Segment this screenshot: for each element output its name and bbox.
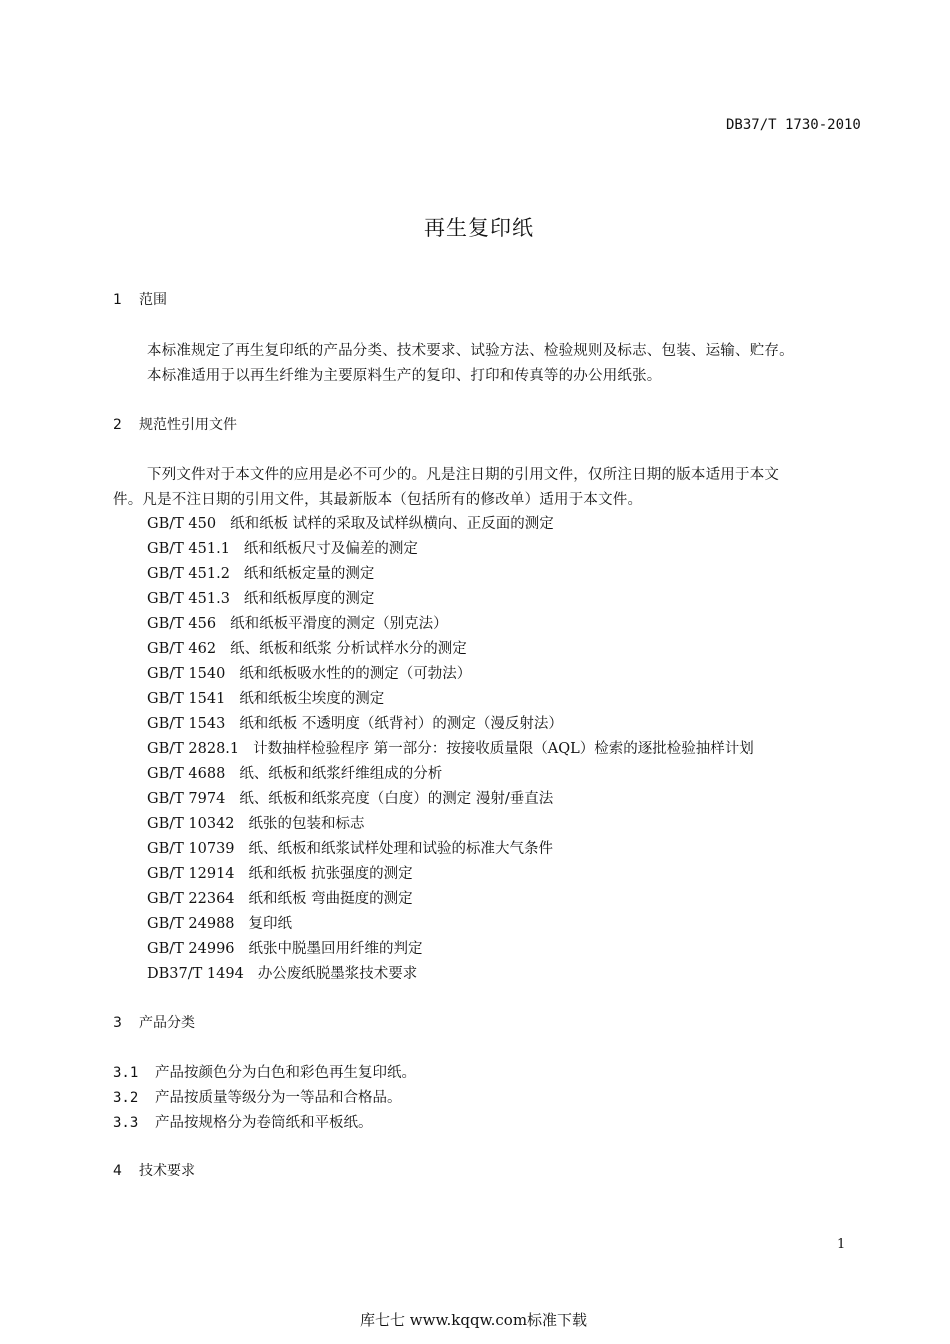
- section-heading-4: [113, 1160, 195, 1180]
- section-number: 1: [113, 292, 122, 308]
- reference-code: GB/T 4688: [147, 766, 226, 782]
- section-number: 4: [113, 1163, 122, 1179]
- section-title: 规范性引用文件: [139, 417, 237, 433]
- reference-code: GB/T 10342: [147, 816, 235, 832]
- reference-title: 纸和纸板 抗张强度的测定: [248, 866, 413, 882]
- reference-item: [147, 937, 423, 958]
- reference-title: 纸和纸板 不透明度（纸背衬）的测定（漫反射法）: [239, 716, 563, 732]
- clause-text: 产品按颜色分为白色和彩色再生复印纸。: [155, 1065, 416, 1081]
- reference-item: [147, 687, 384, 708]
- section-title: 范围: [139, 292, 167, 308]
- reference-item: [147, 812, 365, 833]
- reference-code: GB/T 1541: [147, 691, 226, 707]
- reference-item: [147, 537, 418, 558]
- reference-item: [147, 612, 448, 633]
- reference-title: 纸和纸板平滑度的测定（别克法）: [230, 616, 448, 632]
- reference-title: 纸、纸板和纸浆纤维组成的分析: [239, 766, 443, 782]
- reference-title: 纸、纸板和纸浆亮度（白度）的测定 漫射/垂直法: [239, 791, 554, 807]
- reference-title: 纸张中脱墨回用纤维的判定: [248, 941, 423, 957]
- reference-item: [147, 637, 467, 658]
- clause-item: [113, 1111, 373, 1132]
- clause-item: [113, 1061, 416, 1082]
- reference-item: [147, 762, 442, 783]
- reference-title: 计数抽样检验程序 第一部分：按接收质量限（AQL）检索的逐批检验抽样计划: [253, 741, 754, 757]
- reference-code: GB/T 456: [147, 616, 217, 632]
- reference-title: 纸和纸板尘埃度的测定: [239, 691, 385, 707]
- scope-paragraph-2: 本标准适用于以再生纤维为主要原料生产的复印、打印和传真等的办公用纸张。: [147, 368, 662, 384]
- reference-code: DB37/T 1494: [147, 966, 244, 982]
- reference-code: GB/T 12914: [147, 866, 235, 882]
- reference-item: [147, 912, 292, 933]
- reference-item: [147, 787, 553, 808]
- reference-item: [147, 887, 413, 908]
- reference-title: 纸和纸板吸水性的的测定（可勃法）: [239, 666, 472, 682]
- reference-item: [147, 587, 374, 608]
- reference-code: GB/T 451.2: [147, 566, 230, 582]
- reference-item: [147, 737, 754, 758]
- clause-number: 3.3: [113, 1115, 139, 1131]
- clause-number: 3.2: [113, 1090, 139, 1106]
- section-title: 技术要求: [139, 1163, 195, 1179]
- section-number: 2: [113, 417, 122, 433]
- reference-title: 纸、纸板和纸浆 分析试样水分的测定: [230, 641, 467, 657]
- reference-code: GB/T 24988: [147, 916, 235, 932]
- reference-code: GB/T 1543: [147, 716, 226, 732]
- section-number: 3: [113, 1015, 122, 1031]
- reference-code: GB/T 7974: [147, 791, 226, 807]
- reference-code: GB/T 451.3: [147, 591, 230, 607]
- reference-item: [147, 837, 553, 858]
- clause-text: 产品按质量等级分为一等品和合格品。: [155, 1090, 402, 1106]
- reference-code: GB/T 1540: [147, 666, 226, 682]
- document-code: DB37/T 1730-2010: [726, 117, 861, 133]
- section-heading-1: [113, 289, 167, 309]
- reference-code: GB/T 451.1: [147, 541, 230, 557]
- clause-item: [113, 1086, 402, 1107]
- clause-number: 3.1: [113, 1065, 139, 1081]
- section-heading-3: [113, 1012, 195, 1032]
- reference-title: 纸和纸板厚度的测定: [243, 591, 375, 607]
- section-heading-2: [113, 414, 237, 434]
- reference-item: [147, 962, 417, 983]
- reference-item: [147, 712, 563, 733]
- normative-intro-line-1: 下列文件对于本文件的应用是必不可少的。凡是注日期的引用文件，仅所注日期的版本适用于本文: [147, 467, 780, 483]
- page-title: 再生复印纸: [424, 216, 534, 240]
- reference-item: [147, 662, 471, 683]
- reference-title: 纸张的包装和标志: [248, 816, 365, 832]
- reference-code: GB/T 10739: [147, 841, 235, 857]
- reference-title: 复印纸: [248, 916, 293, 932]
- reference-code: GB/T 462: [147, 641, 217, 657]
- reference-title: 纸和纸板 试样的采取及试样纵横向、正反面的测定: [230, 516, 554, 532]
- reference-item: [147, 562, 374, 583]
- reference-code: GB/T 2828.1: [147, 741, 240, 757]
- reference-title: 纸和纸板尺寸及偏差的测定: [243, 541, 418, 557]
- reference-title: 纸、纸板和纸浆试样处理和试验的标准大气条件: [248, 841, 554, 857]
- footer-watermark: 库七七 www.kqqw.com标准下载: [360, 1311, 588, 1329]
- reference-item: [147, 512, 554, 533]
- section-title: 产品分类: [139, 1015, 195, 1031]
- reference-code: GB/T 450: [147, 516, 217, 532]
- reference-item: [147, 862, 413, 883]
- scope-paragraph-1: 本标准规定了再生复印纸的产品分类、技术要求、试验方法、检验规则及标志、包装、运输、贮存。: [147, 343, 794, 359]
- reference-code: GB/T 24996: [147, 941, 235, 957]
- reference-code: GB/T 22364: [147, 891, 235, 907]
- clause-text: 产品按规格分为卷筒纸和平板纸。: [155, 1115, 373, 1131]
- page-number: 1: [837, 1237, 846, 1252]
- reference-title: 纸和纸板定量的测定: [243, 566, 375, 582]
- reference-title: 纸和纸板 弯曲挺度的测定: [248, 891, 413, 907]
- normative-intro-line-2: 件。凡是不注日期的引用文件，其最新版本（包括所有的修改单）适用于本文件。: [113, 492, 643, 508]
- reference-title: 办公废纸脱墨浆技术要求: [257, 966, 418, 982]
